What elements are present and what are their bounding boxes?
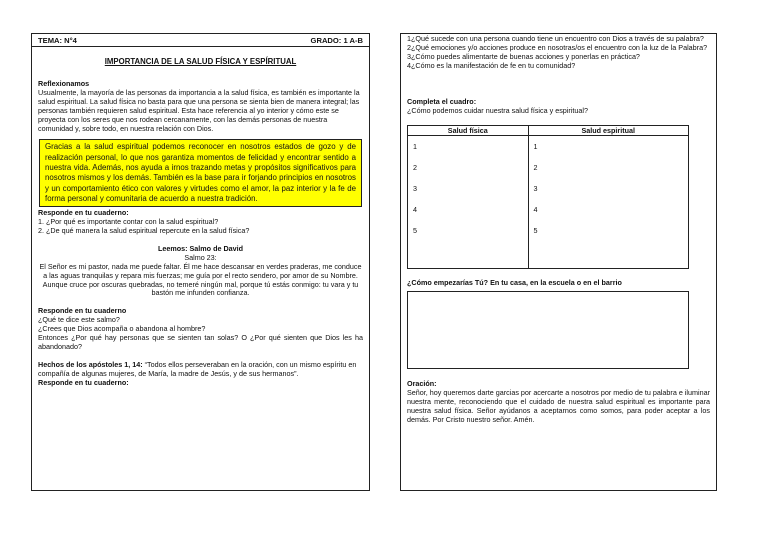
table-cell[interactable]: 4 xyxy=(408,199,529,220)
table-cell[interactable]: 2 xyxy=(408,157,529,178)
left-page xyxy=(31,33,370,491)
reflexion-body: Usualmente, la mayoría de las personas da importancia a la salud física, es también es importante la salud espiritual. La salud física no basta para que una persona se sienta bien de manera integral; las personas también requieren salud espiritual. Esta hace referencia al yo interior y cómo este se proyecta con los seres que nos rodean cercanamente, con las demás personas de nuestra comunidad y, sobre todo, en nuestra relación con Dios. xyxy=(38,87,360,133)
right-page xyxy=(400,33,717,491)
table-cell[interactable]: 5 xyxy=(528,220,688,241)
list-item: 1. ¿Por qué es importante contar con la salud espiritual? xyxy=(38,217,219,227)
table-header-fisica: Salud física xyxy=(408,126,529,136)
table-row xyxy=(408,136,689,158)
hechos-text: “Todos ellos perseveraban en la oración, con un mismo espíritu en compañía de algunas mujeres, de María, la madre de Jesús, y de sus hermanos”. xyxy=(38,359,357,378)
question-item: 4¿Cómo es la manifestación de fe en tu comunidad? xyxy=(407,60,576,70)
responde1-heading: Responde en tu cuaderno: xyxy=(38,208,129,218)
table-row xyxy=(408,157,689,178)
question-item: 3¿Cómo puedes alimentarte de buenas acciones y ponerlas en práctica? xyxy=(407,51,640,61)
salud-table xyxy=(407,125,689,269)
highlight-box: Gracias a la salud espiritual podemos reconocer en nosotros estados de gozo y de realización personal, lo que nos garantiza momentos de felicidad y encontrar sentido a nuestra vida. Además, nos ayuda a irnos trazando metas y propósitos significativos para nosotros mismos y los demás. También es la base para ir forjando principios en nosotros y un comportamiento ético con valores y virtudes como el amor, la paz interior y la fe de forma personal y comunitaria de acuerdo a nuestra tradición. xyxy=(39,139,362,207)
list-item: ¿Qué te dice este salmo? xyxy=(38,315,120,325)
table-row xyxy=(408,178,689,199)
responde2-list xyxy=(38,316,363,352)
list-item: Entonces ¿Por qué hay personas que se sienten tan solas? O ¿Por qué sienten que Dios les ha abandonado? xyxy=(38,333,363,351)
hechos-paragraph xyxy=(38,361,363,379)
table-cell[interactable]: 2 xyxy=(528,157,688,178)
question-item: 2¿Qué emociones y/o acciones produce en nosotras/os el encuentro con la luz de la Palabra? xyxy=(407,42,708,52)
table-cell[interactable]: 5 xyxy=(408,220,529,241)
answer-box[interactable] xyxy=(407,291,689,369)
tema-label: TEMA: N°4 xyxy=(38,36,77,45)
header-row xyxy=(32,36,369,47)
table-row xyxy=(408,241,689,269)
responde2-heading: Responde en tu cuaderno xyxy=(38,306,127,316)
table-row xyxy=(408,220,689,241)
list-item: ¿Crees que Dios acompaña o abandona al hombre? xyxy=(38,324,206,334)
table-cell[interactable]: 3 xyxy=(408,178,529,199)
reflexion-heading: Reflexionamos xyxy=(38,79,90,88)
responde1-list xyxy=(38,218,363,236)
responde3-heading: Responde en tu cuaderno: xyxy=(38,377,129,387)
hechos-label: Hechos de los apóstoles 1, 14: xyxy=(38,359,143,369)
table-cell[interactable]: 4 xyxy=(528,199,688,220)
salmo-ref: Salmo 23: xyxy=(184,252,217,262)
oracion-text: Señor, hoy queremos darte garcias por acercarte a nosotros por medio de tu palabra e iluminar nuestra mente, reconociendo que el cuidado de nuestra salud espiritual es importante para nuestra salud física. Señor ayúdanos a aceptarnos como somos, para poder aceptar a los demás. Por Cristo nuestro señor. Amén. xyxy=(407,388,710,424)
table-cell[interactable]: 3 xyxy=(528,178,688,199)
leemos-heading: Leemos: Salmo de David xyxy=(157,243,244,253)
table-cell[interactable]: 1 xyxy=(408,136,529,158)
table-row xyxy=(408,199,689,220)
table-cell[interactable]: 1 xyxy=(528,136,688,158)
completa-heading: Completa el cuadro: xyxy=(407,96,477,106)
table-cell[interactable] xyxy=(408,241,529,269)
salmo-text: El Señor es mi pastor, nada me puede faltar. Él me hace descansar en verdes praderas, me conduce a las aguas tranquilas y repara mis fuerzas; me guía por el recto sendero, por amor de su Nombre. Aunque cruce por oscuras quebradas, no temeré ningún mal, porque tú estás conmigo: tu vara y tu bastón me infunden confianza. xyxy=(39,261,362,298)
questions-list xyxy=(407,35,710,71)
completa-question: ¿Cómo podemos cuidar nuestra salud física y espiritual? xyxy=(407,105,588,115)
empezar-question: ¿Cómo empezarías Tú? En tu casa, en la escuela o en el barrio xyxy=(407,278,622,288)
grado-label: GRADO: 1 A-B xyxy=(310,36,363,45)
question-item: 1¿Qué sucede con una persona cuando tiene un encuentro con Dios a través de su palabra? xyxy=(407,34,704,43)
list-item: 2. ¿De qué manera la salud espiritual repercute en la salud física? xyxy=(38,226,250,236)
page-title: IMPORTANCIA DE LA SALUD FÍSICA Y ESPÍRITUAL xyxy=(104,57,297,66)
oracion-heading: Oración: xyxy=(407,379,437,389)
table-header-espiritual: Salud espiritual xyxy=(528,126,688,136)
table-cell[interactable] xyxy=(528,241,688,269)
